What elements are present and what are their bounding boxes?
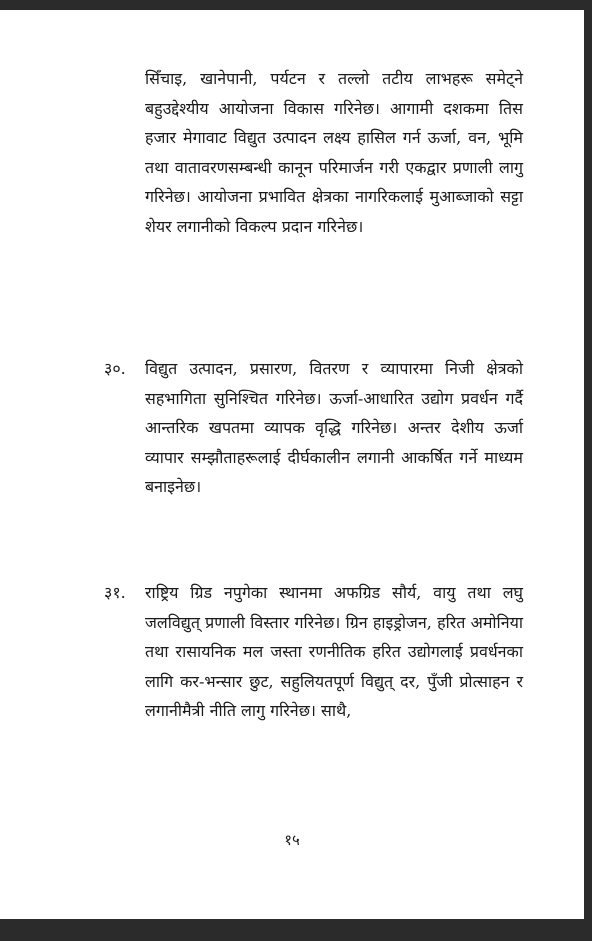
document-page xyxy=(0,10,584,919)
page-number: १५ xyxy=(284,831,300,849)
item-number-30: ३०. xyxy=(104,359,126,378)
item-number-31: ३१. xyxy=(104,583,126,602)
right-frame-border xyxy=(584,0,592,941)
item-text-31: राष्ट्रिय ग्रिड नपुगेका स्थानमा अफग्रिड सौर्य, वायु तथा लघु जलविद्युत् प्रणाली विस्तार गरिनेछ। ग्रिन हाइड्रोजन, हरित अमोनिया तथा रासायनिक मल जस्ता रणनीतिक हरित उद्योगलाई प्रवर्धनका लागि कर-भन्सार छुट, सहुलियतपूर्ण विद्युत् दर, पुँजी प्रोत्साहन र लगानीमैत्री नीति लागु गरिनेछ। साथै, xyxy=(145,583,523,720)
top-frame-border xyxy=(0,0,592,10)
item-text-30: विद्युत उत्पादन, प्रसारण, वितरण र व्यापारमा निजी क्षेत्रको सहभागिता सुनिश्चित गरिनेछ। ऊर्जा-आधारित उद्योग प्रवर्धन गर्दै आन्तरिक खपतमा व्यापक वृद्धि गरिनेछ। अन्तर देशीय ऊर्जा व्यापार सम्झौताहरूलाई दीर्घकालीन लगानी आकर्षित गर्ने माध्यम बनाइनेछ। xyxy=(145,359,523,496)
paragraph-continuation: सिँचाइ, खानेपानी, पर्यटन र तल्लो तटीय लाभहरू समेट्ने बहुउद्देश्यीय आयोजना विकास गरिनेछ। आगामी दशकमा तिस हजार मेगावाट विद्युत उत्पादन लक्ष्य हासिल गर्न ऊर्जा, वन, भूमि तथा वातावरणसम्बन्धी कानून परिमार्जन गरी एकद्वार प्रणाली लागु गरिनेछ। आयोजना प्रभावित क्षेत्रका नागरिकलाई मुआब्जाको सट्टा शेयर लगानीको विकल्प प्रदान गरिनेछ। xyxy=(145,69,523,236)
bottom-frame-border xyxy=(0,919,592,941)
